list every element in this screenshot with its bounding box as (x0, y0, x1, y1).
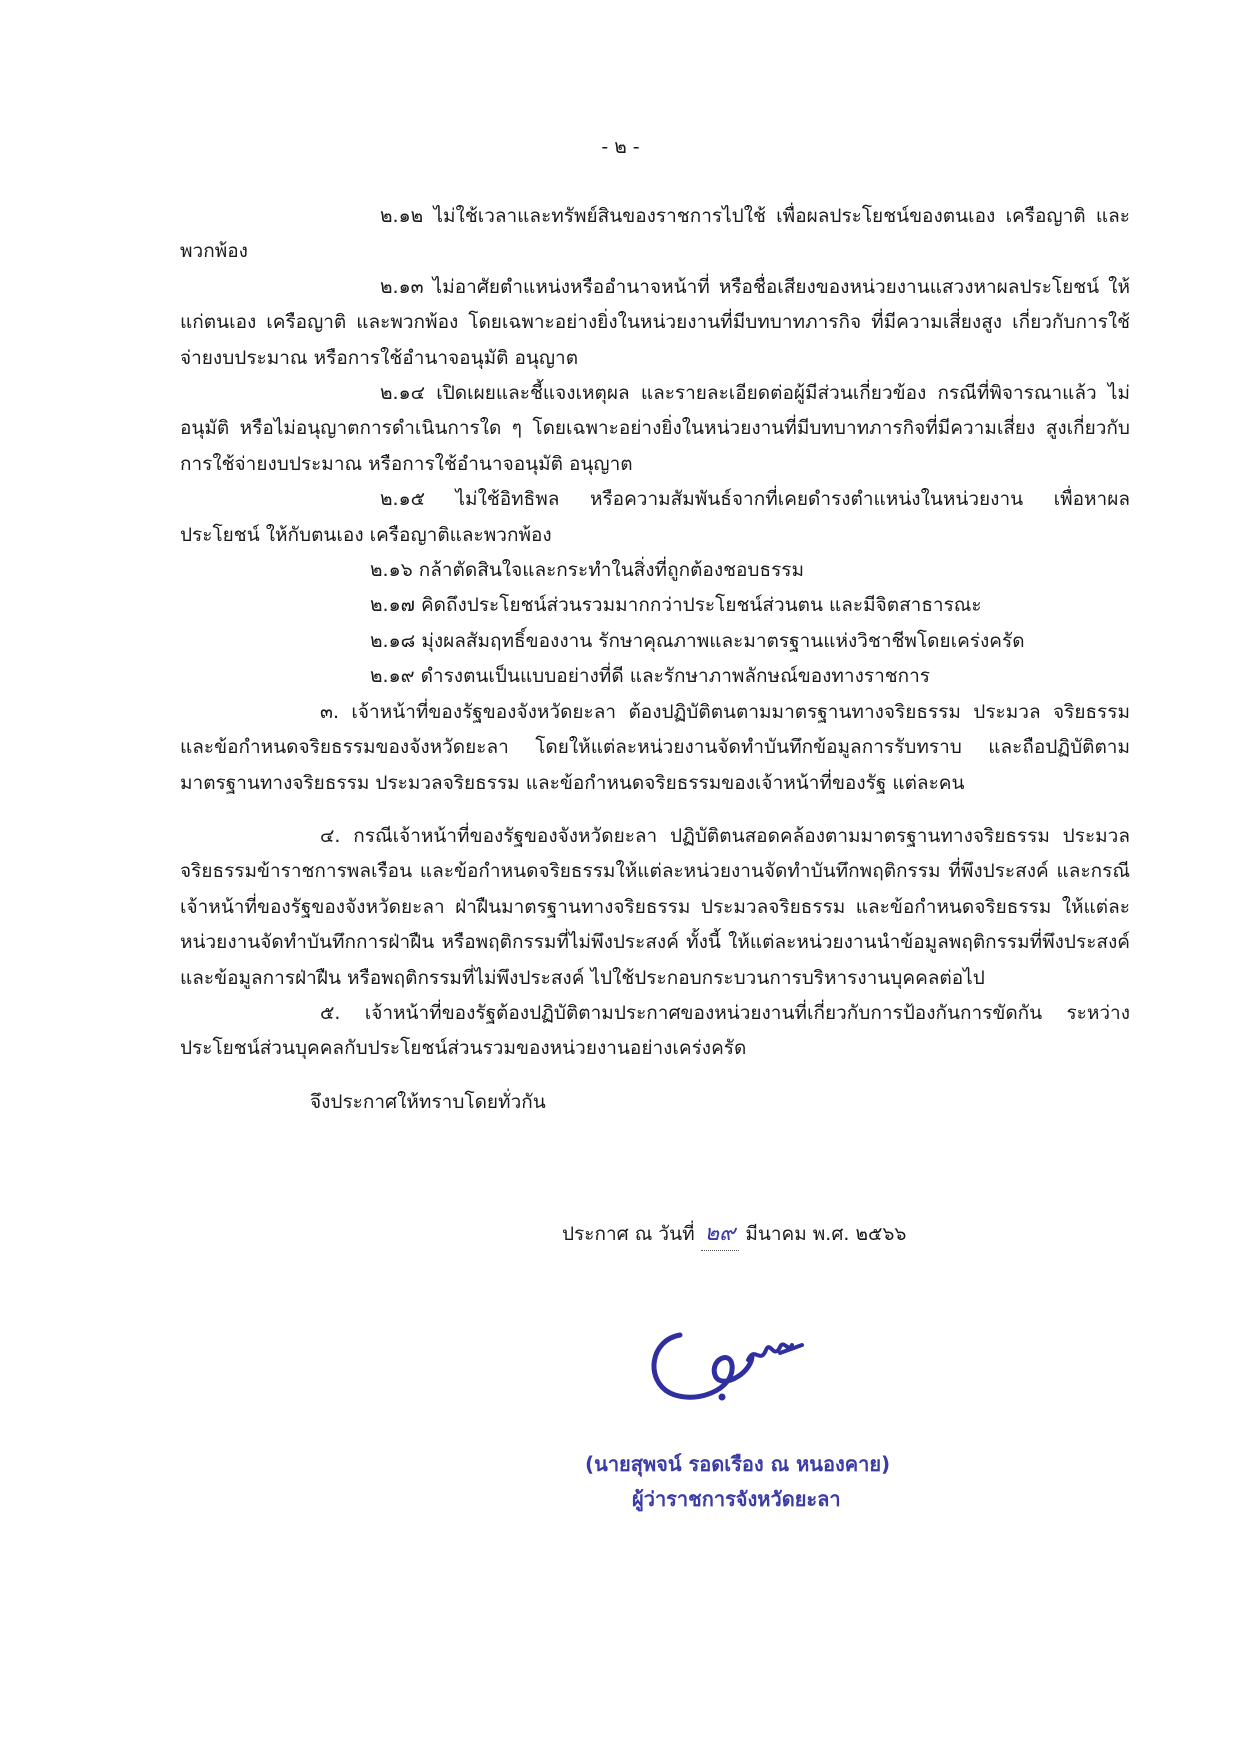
date-prefix: ประกาศ ณ วันที่ (562, 1223, 695, 1245)
section-2-13: ๒.๑๓ ไม่อาศัยตำแหน่งหรืออำนาจหน้าที่ หรือชื่อเสียงของหน่วยงานแสวงหาผลประโยชน์ ให้แก่ตนเอง เครือญาติ และพวกพ้อง โดยเฉพาะอย่างยิ่งในหน่วยงานที่มีบทบาทภารกิจ ที่มีความเสี่ยงสูง เกี่ยวกับการใช้จ่ายงบประมาณ หรือการใช้อำนาจอนุมัติ อนุญาต (180, 275, 1130, 369)
document-body (180, 199, 1130, 1120)
section-2-16: ๒.๑๖ กล้าตัดสินใจและกระทำในสิ่งที่ถูกต้องชอบธรรม (370, 559, 805, 582)
section-2-19: ๒.๑๙ ดำรงตนเป็นแบบอย่างที่ดี และรักษาภาพลักษณ์ของทางราชการ (370, 665, 931, 688)
closing-statement: จึงประกาศให้ทราบโดยทั่วกัน (310, 1090, 546, 1113)
section-2-15: ๒.๑๕ ไม่ใช้อิทธิพล หรือความสัมพันธ์จากที่เคยดำรงตำแหน่งในหน่วยงาน เพื่อหาผลประโยชน์ ให้กับตนเอง เครือญาติและพวกพ้อง (180, 488, 1130, 546)
section-2-18: ๒.๑๘ มุ่งผลสัมฤทธิ์ของงาน รักษาคุณภาพและมาตรฐานแห่งวิชาชีพโดยเคร่งครัด (370, 629, 1025, 652)
section-4: ๔. กรณีเจ้าหน้าที่ของรัฐของจังหวัดยะลา ปฏิบัติตนสอดคล้องตามมาตรฐานทางจริยธรรม ประมวลจริยธรรมข้าราชการพลเรือน และข้อกำหนดจริยธรรมให้แต่ละหน่วยงานจัดทำบันทึกพฤติกรรม ที่พึงประสงค์ และกรณีเจ้าหน้าที่ของรัฐของจังหวัดยะลา ฝ่าฝืนมาตรฐานทางจริยธรรม ประมวลจริยธรรม และข้อกำหนดจริยธรรม ให้แต่ละหน่วยงานจัดทำบันทึกการฝ่าฝืน หรือพฤติกรรมที่ไม่พึงประสงค์ ทั้งนี้ ให้แต่ละหน่วยงานนำข้อมูลพฤติกรรมที่พึงประสงค์และข้อมูลการฝ่าฝืน หรือพฤติกรรมที่ไม่พึงประสงค์ ไปใช้ประกอบกระบวนการบริหารงานบุคคลต่อไป (180, 824, 1130, 989)
section-5: ๕. เจ้าหน้าที่ของรัฐต้องปฏิบัติตามประกาศของหน่วยงานที่เกี่ยวกับการป้องกันการขัดกัน ระหว่างประโยชน์ส่วนบุคคลกับประโยชน์ส่วนรวมของหน่วยงานอย่างเคร่งครัด (180, 1001, 1130, 1060)
date-day-handwritten: ๒๙ (704, 1221, 736, 1246)
announcement-date (562, 1215, 907, 1251)
page-number: - ๒ - (601, 136, 640, 158)
section-3: ๓. เจ้าหน้าที่ของรัฐของจังหวัดยะลา ต้องปฏิบัติตนตามมาตรฐานทางจริยธรรม ประมวล จริยธรรม และข้อกำหนดจริยธรรมของจังหวัดยะลา โดยให้แต่ละหน่วยงานจัดทำบันทึกข้อมูลการรับทราบ และถือปฏิบัติตามมาตรฐานทางจริยธรรม ประมวลจริยธรรม และข้อกำหนดจริยธรรมของเจ้าหน้าที่ของรัฐ แต่ละคน (180, 700, 1130, 794)
signature-image (640, 1305, 820, 1415)
signer-position: ผู้ว่าราชการจังหวัดยะลา (632, 1487, 841, 1511)
signer-name: (นายสุพจน์ รอดเรือง ณ หนองคาย) (585, 1452, 891, 1476)
section-2-14: ๒.๑๔ เปิดเผยและชี้แจงเหตุผล และรายละเอียดต่อผู้มีส่วนเกี่ยวข้อง กรณีที่พิจารณาแล้ว ไม่อนุมัติ หรือไม่อนุญาตการดำเนินการใด ๆ โดยเฉพาะอย่างยิ่งในหน่วยงานที่มีบทบาทภารกิจที่มีความเสี่ยง สูงเกี่ยวกับการใช้จ่ายงบประมาณ หรือการใช้อำนาจอนุมัติ อนุญาต (180, 382, 1130, 475)
date-month-year: มีนาคม พ.ศ. ๒๕๖๖ (745, 1223, 907, 1245)
section-2-17: ๒.๑๗ คิดถึงประโยชน์ส่วนรวมมากกว่าประโยชน์ส่วนตน และมีจิตสาธารณะ (370, 594, 982, 617)
section-2-12: ๒.๑๒ ไม่ใช้เวลาและทรัพย์สินของราชการไปใช้ เพื่อผลประโยชน์ของตนเอง เครือญาติ และพวกพ้อง (180, 205, 1130, 263)
signer-block (585, 1447, 925, 1517)
